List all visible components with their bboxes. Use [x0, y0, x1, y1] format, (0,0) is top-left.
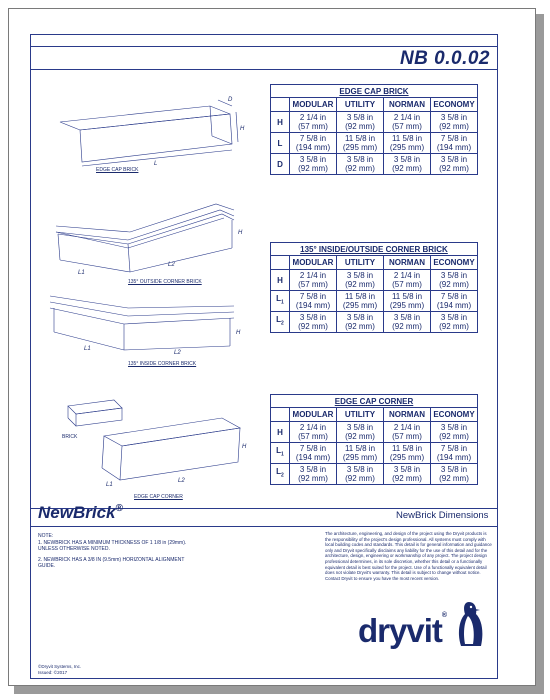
dimension-cell: 3 5/8 in (92 mm) — [290, 312, 337, 333]
dimension-cell: 3 5/8 in (92 mm) — [337, 154, 384, 175]
edge-cap-h-label: H — [240, 126, 245, 132]
page-shadow-right — [536, 14, 544, 692]
drawing-content — [30, 70, 498, 508]
notes-divider — [30, 526, 498, 527]
dryvit-logo-registered-mark: ® — [441, 612, 447, 619]
column-header: ECONOMY — [431, 256, 478, 270]
dryvit-logo-text: dryvit — [358, 612, 442, 649]
corner-brick-table — [270, 242, 478, 333]
dimension-cell: 3 5/8 in (92 mm) — [337, 312, 384, 333]
dimension-cell: 3 5/8 in (92 mm) — [337, 422, 384, 443]
table-row — [271, 464, 478, 485]
inside-corner-h-label: H — [236, 330, 241, 336]
dimension-cell: 11 5/8 in (295 mm) — [384, 443, 431, 464]
outside-corner-brick-caption: 135° OUTSIDE CORNER BRICK — [128, 279, 202, 285]
notes-heading: NOTE: — [38, 533, 54, 539]
dimension-cell: 7 5/8 in (194 mm) — [290, 291, 337, 312]
dimension-cell: 2 1/4 in (57 mm) — [384, 270, 431, 291]
table-corner-cell — [271, 408, 290, 422]
outside-corner-l1-label: L1 — [78, 270, 85, 276]
dimension-cell: 11 5/8 in (295 mm) — [337, 443, 384, 464]
outside-corner-l2-label: L2 — [168, 262, 175, 268]
row-label: $L_2$ — [271, 464, 290, 485]
table-row — [271, 443, 478, 464]
edge-cap-brick-caption: EDGE CAP BRICK — [96, 167, 139, 173]
dimension-cell: 2 1/4 in (57 mm) — [290, 112, 337, 133]
brand-name-text: NewBrick — [38, 503, 116, 522]
note-1: 1. NEWBRICK HAS A MINIMUM THICKNESS OF 1 1/8 in (29mm). UNLESS OTHERWISE NOTED. — [38, 540, 187, 552]
dimension-cell: 2 1/4 in (57 mm) — [384, 112, 431, 133]
dimension-cell: 3 5/8 in (92 mm) — [431, 270, 478, 291]
dimension-cell: 3 5/8 in (92 mm) — [431, 312, 478, 333]
dimension-cell: 11 5/8 in (295 mm) — [337, 133, 384, 154]
disclaimer-text: The architecture, engineering, and design of the project using the Dryvit products is the responsibility of the project's design professional. All systems must comply with local building codes and standards. This detail is for general information and guidance only and Dryvit specifically disclaims any liability for the use of this detail and for the architecture, design, engineering or workmanship of any project. The project design professional determines, in its sole discretion, whether this detail or a functionally equivalent detail is best suited for the project. Use of a functionally equivalent detail does not violate Dryvit's warranty. This detail is subject to change without notice. Contact Dryvit to ensure you have the most recent version. — [325, 531, 492, 581]
brand-registered-mark: ® — [115, 503, 123, 514]
dimension-cell: 3 5/8 in (92 mm) — [337, 464, 384, 485]
dimension-cell: 11 5/8 in (295 mm) — [337, 291, 384, 312]
edge-cap-corner-table — [270, 394, 478, 485]
row-label: $L_2$ — [271, 312, 290, 333]
inside-corner-brick-caption: 135° INSIDE CORNER BRICK — [128, 361, 197, 367]
column-header: UTILITY — [337, 408, 384, 422]
dimension-cell: 3 5/8 in (92 mm) — [337, 270, 384, 291]
table-corner-cell — [271, 98, 290, 112]
dimension-cell: 11 5/8 in (295 mm) — [384, 133, 431, 154]
dimension-cell: 3 5/8 in (92 mm) — [384, 464, 431, 485]
table-corner-cell — [271, 256, 290, 270]
dimension-cell: 11 5/8 in (295 mm) — [384, 291, 431, 312]
document-title: NewBrick Dimensions — [396, 510, 489, 521]
penguin-icon — [455, 600, 485, 650]
edge-cap-corner-l2-label: L2 — [178, 478, 185, 484]
table-row — [271, 133, 478, 154]
copyright-line-1: ©Dryvit Systems, Inc. — [38, 664, 82, 669]
row-label: H — [271, 422, 290, 443]
column-header: UTILITY — [337, 256, 384, 270]
copyright-line-2: Issued: ©2017 — [38, 669, 68, 675]
edge-cap-corner-caption: EDGE CAP CORNER — [134, 494, 183, 500]
inside-corner-l2-label: L2 — [174, 350, 181, 356]
table-caption: EDGE CAP BRICK — [271, 85, 478, 98]
dimension-cell: 7 5/8 in (194 mm) — [290, 133, 337, 154]
page-shadow-bottom — [14, 686, 544, 694]
dryvit-logo — [358, 612, 446, 650]
row-label: D — [271, 154, 290, 175]
copyright-block — [38, 664, 81, 675]
notes-block — [38, 533, 198, 574]
column-header: ECONOMY — [431, 98, 478, 112]
dimension-cell: 3 5/8 in (92 mm) — [431, 154, 478, 175]
edge-cap-corner-l1-label: L1 — [106, 482, 113, 488]
table-row — [271, 154, 478, 175]
dimension-cell: 3 5/8 in (92 mm) — [290, 464, 337, 485]
edge-cap-corner-drawing — [62, 398, 246, 490]
dimension-cell: 2 1/4 in (57 mm) — [290, 270, 337, 291]
table-caption: 135° INSIDE/OUTSIDE CORNER BRICK — [271, 243, 478, 256]
table-row — [271, 270, 478, 291]
dimension-cell: 7 5/8 in (194 mm) — [290, 443, 337, 464]
table-row — [271, 422, 478, 443]
edge-cap-corner-h-label: H — [242, 444, 247, 450]
dimension-cell: 7 5/8 in (194 mm) — [431, 291, 478, 312]
dimension-cell: 3 5/8 in (92 mm) — [431, 464, 478, 485]
column-header: MODULAR — [290, 98, 337, 112]
sheet-title-bar — [30, 46, 498, 70]
edge-cap-brick-table — [270, 84, 478, 175]
row-label: $L_1$ — [271, 443, 290, 464]
dimension-cell: 3 5/8 in (92 mm) — [431, 422, 478, 443]
column-header: MODULAR — [290, 408, 337, 422]
edge-cap-brick-drawing — [60, 92, 245, 172]
table-row — [271, 112, 478, 133]
dimension-cell: 2 1/4 in (57 mm) — [384, 422, 431, 443]
table-row — [271, 312, 478, 333]
table-caption: EDGE CAP CORNER — [271, 395, 478, 408]
row-label: $L_1$ — [271, 291, 290, 312]
edge-cap-l-label: L — [154, 161, 158, 167]
column-header: MODULAR — [290, 256, 337, 270]
column-header: UTILITY — [337, 98, 384, 112]
column-header: NORMAN — [384, 408, 431, 422]
row-label: L — [271, 133, 290, 154]
row-label: H — [271, 112, 290, 133]
inside-corner-brick-drawing — [44, 292, 244, 356]
dimension-cell: 3 5/8 in (92 mm) — [384, 312, 431, 333]
outside-corner-brick-drawing — [48, 198, 244, 278]
note-2: 2. NEWBRICK HAS A 3/8 IN (9.5mm) HORIZONTAL ALIGNMENT GUIDE. — [38, 557, 185, 569]
inside-corner-l1-label: L1 — [84, 346, 91, 352]
sheet-number: NB 0.0.02 — [399, 48, 490, 69]
brand-name — [38, 503, 123, 523]
dimension-cell: 7 5/8 in (194 mm) — [431, 443, 478, 464]
dimension-cell: 2 1/4 in (57 mm) — [290, 422, 337, 443]
column-header: ECONOMY — [431, 408, 478, 422]
column-header: NORMAN — [384, 256, 431, 270]
dimension-cell: 3 5/8 in (92 mm) — [384, 154, 431, 175]
dimension-cell: 3 5/8 in (92 mm) — [337, 112, 384, 133]
edge-cap-corner-brick-tag: BRICK — [62, 434, 78, 440]
dimension-cell: 7 5/8 in (194 mm) — [431, 133, 478, 154]
table-row — [271, 291, 478, 312]
dimension-cell: 3 5/8 in (92 mm) — [290, 154, 337, 175]
edge-cap-d-label: D — [228, 97, 233, 103]
outside-corner-h-label: H — [238, 230, 243, 236]
column-header: NORMAN — [384, 98, 431, 112]
dimension-cell: 3 5/8 in (92 mm) — [431, 112, 478, 133]
row-label: H — [271, 270, 290, 291]
